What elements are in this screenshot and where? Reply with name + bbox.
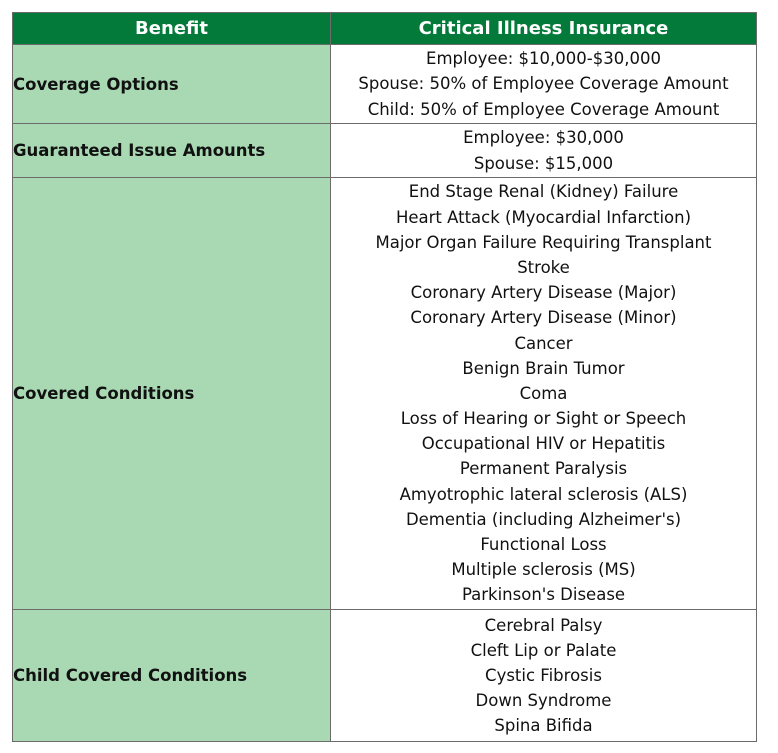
header-critical-illness-insurance: Critical Illness Insurance	[331, 13, 757, 45]
value-line: Coronary Artery Disease (Minor)	[410, 308, 677, 328]
value-line: Dementia (including Alzheimer's)	[405, 509, 682, 529]
row-label-covered-conditions: Covered Conditions	[13, 178, 331, 610]
value-line: Employee: $30,000	[463, 128, 624, 148]
table-row-guaranteed-issue-amounts	[13, 124, 757, 178]
value-line: End Stage Renal (Kidney) Failure	[408, 182, 679, 202]
header-benefit: Benefit	[13, 13, 331, 45]
value-line: Benign Brain Tumor	[462, 358, 625, 378]
value-line: Employee: $10,000-$30,000	[426, 49, 661, 69]
value-line: Parkinson's Disease	[461, 585, 626, 605]
value-line: Cleft Lip or Palate	[470, 640, 617, 660]
value-line: Cerebral Palsy	[484, 615, 603, 635]
value-line: Amyotrophic lateral sclerosis (ALS)	[399, 484, 688, 504]
value-line: Down Syndrome	[475, 691, 612, 711]
value-line: Functional Loss	[480, 535, 607, 555]
table-row-coverage-options	[13, 45, 757, 124]
coverage-options-values	[331, 45, 757, 124]
covered-conditions-values	[331, 178, 757, 610]
guaranteed-issue-values	[331, 124, 757, 178]
value-line: Occupational HIV or Hepatitis	[421, 434, 666, 454]
value-line: Spouse: $15,000	[473, 153, 614, 173]
value-line: Permanent Paralysis	[459, 459, 628, 479]
value-line: Loss of Hearing or Sight or Speech	[400, 409, 687, 429]
row-label-coverage-options: Coverage Options	[13, 45, 331, 124]
value-line: Spina Bifida	[494, 716, 593, 736]
table-header-row	[13, 13, 757, 45]
value-line: Coronary Artery Disease (Major)	[410, 283, 677, 303]
value-line: Child: 50% of Employee Coverage Amount	[367, 99, 720, 119]
value-line: Coma	[519, 383, 568, 403]
table-row-child-covered-conditions	[13, 610, 757, 742]
value-line: Spouse: 50% of Employee Coverage Amount	[358, 74, 729, 94]
value-line: Cystic Fibrosis	[485, 665, 602, 685]
benefits-table	[12, 12, 757, 742]
child-covered-conditions-values	[331, 610, 757, 742]
value-line: Cancer	[514, 333, 573, 353]
value-line: Multiple sclerosis (MS)	[451, 560, 636, 580]
value-line: Stroke	[517, 257, 570, 277]
value-line: Major Organ Failure Requiring Transplant	[375, 232, 712, 252]
value-line: Heart Attack (Myocardial Infarction)	[395, 207, 692, 227]
table-row-covered-conditions	[13, 178, 757, 610]
row-label-guaranteed-issue-amounts: Guaranteed Issue Amounts	[13, 124, 331, 178]
row-label-child-covered-conditions: Child Covered Conditions	[13, 610, 331, 742]
